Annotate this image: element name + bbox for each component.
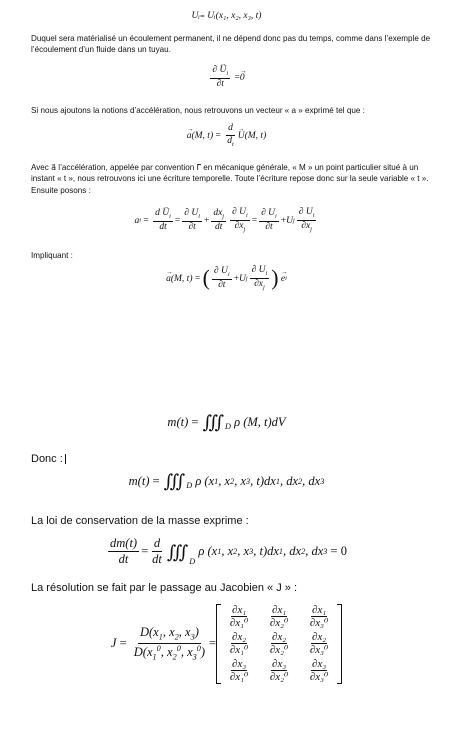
jacobian-cell-3-1: $\frac{\text{∂x₃}}{\text{∂x₁⁰}}$ <box>229 658 249 684</box>
jacobian-cell-1-1: $\frac{\text{∂x₁}}{\text{∂x₁⁰}}$ <box>229 604 249 630</box>
jacobian-cell-3-2: $\frac{\text{∂x₃}}{\text{∂x₂⁰}}$ <box>269 658 289 684</box>
paragraph-acceleration-intro: Si nous ajoutons la notions d’accélération, nous retrouvons un vecteur « a » exprimé tel que : <box>31 106 365 115</box>
paragraph-mass-conservation: La loi de conservation de la masse exprime : <box>31 515 249 527</box>
equation-acceleration-vector: → a (M, t) = ( $\frac{\partial U_i}{\partial t}$ + U j $\frac{\partial U_i}{\partial x_j}$ ) → e i <box>0 266 453 292</box>
jacobian-cell-3-3: $\frac{\text{∂x₃}}{\text{∂x₃⁰}}$ <box>309 658 329 684</box>
equation-velocity-text: Uᵢ₌ Uᵢ(x₁, x₂, x₃, t) <box>191 11 262 21</box>
jacobian-cell-2-1: $\frac{\text{∂x₂}}{\text{∂x₁⁰}}$ <box>229 631 249 657</box>
jacobian-cell-2-2: $\frac{\text{∂x₂}}{\text{∂x₂⁰}}$ <box>269 631 289 657</box>
jacobian-matrix <box>216 604 342 684</box>
paragraph-acceleration-explanation: Avec a⃗ l’accélération, appelée par convention Γ⃗ en mécanique générale, « M » un point particulier situé à un instant « t », nous retrouvons ici une écriture temporelle. Toute l’écriture repose donc sur la seule variable « t ». Ensuite posons : <box>31 163 429 195</box>
paragraph-jacobian-intro: La résolution se fait par le passage au Jacobien « J » : <box>31 582 298 594</box>
jacobian-cell-2-3: $\frac{\text{∂x₂}}{\text{∂x₃⁰}}$ <box>309 631 329 657</box>
paragraph-implying: Impliquant : <box>31 251 73 260</box>
equation-acceleration-definition: → a (M, t) = $\frac{d}{d_t}$ → U (M, t) <box>0 124 453 148</box>
jacobian-cell-1-2: $\frac{\text{∂x₁}}{\text{∂x₂⁰}}$ <box>269 604 289 630</box>
equation-jacobian: J = $\frac{D(x_1, x_2, x_3)}{D(x_1^0, x_2^0, x_3^0)}$ = $\frac{\text{∂x₁}}{\text{∂x₁⁰}}$ $\frac{\text{∂x₁}}{\text{∂x₂⁰}}$ $\frac{\text{∂x₁}}{\text{∂x₃⁰}}$ $\frac{\text{∂x₂}}{\text{∂x₁⁰}}$ $\frac{\text{∂x₂}}{\text{∂x₂⁰}}$ $\frac{\text{∂x₂}}{\text{∂x₃⁰}}$ $\frac{\text{∂x₃}}{\text{∂x₁⁰}}$ $\frac{\text{∂x₃}}{\text{∂x₂⁰}}$ $\frac{\text{∂x₃}}{\text{∂x₃⁰}}$ <box>0 604 453 684</box>
equation-du-dt-zero: $\frac{\partial \to U_i}{\partial t}$ = → 0 <box>0 66 453 90</box>
equation-mass-integral: m(t) = ∭ $_D$ ρ (M, t)dV <box>167 412 286 432</box>
equation-acceleration-components: a i = $\frac{d \to U_i}{dt}$ = $\frac{\partial U_i}{\partial t}$ + $\frac{dx_j}{dt}$ $\frac{\partial U_i}{\partial x_j}$ = $\frac{\partial U_i}{\partial t}$ + U j $\frac{\partial U_i}{\partial x_j}$ <box>0 208 453 234</box>
jacobian-cell-1-3: $\frac{\text{∂x₁}}{\text{∂x₃⁰}}$ <box>309 604 329 630</box>
paragraph-therefore: Donc : <box>31 452 431 466</box>
equation-mass-coordinates: m(t) = ∭ $_D$ ρ (x $^1$ , x 2 , x 3 , t)dx 1 , dx 2 , dx 3 <box>128 471 325 491</box>
equation-mass-conservation: $\frac{dm(t)}{dt}$ = $\frac{d}{dt}$ ∭ $_D$ ρ (x 1 , x 2 , x 3 , t)dx 1 , dx 2 , dx 3 = 0 <box>110 536 347 567</box>
text-cursor <box>65 454 66 464</box>
equation-velocity-field <box>0 10 453 21</box>
paragraph-steady-flow: Duquel sera matérialisé un écoulement permanent, il ne dépend donc pas du temps, comme dans l’exemple de l’écoulement d’un fluide dans un tuyau. <box>31 34 431 55</box>
